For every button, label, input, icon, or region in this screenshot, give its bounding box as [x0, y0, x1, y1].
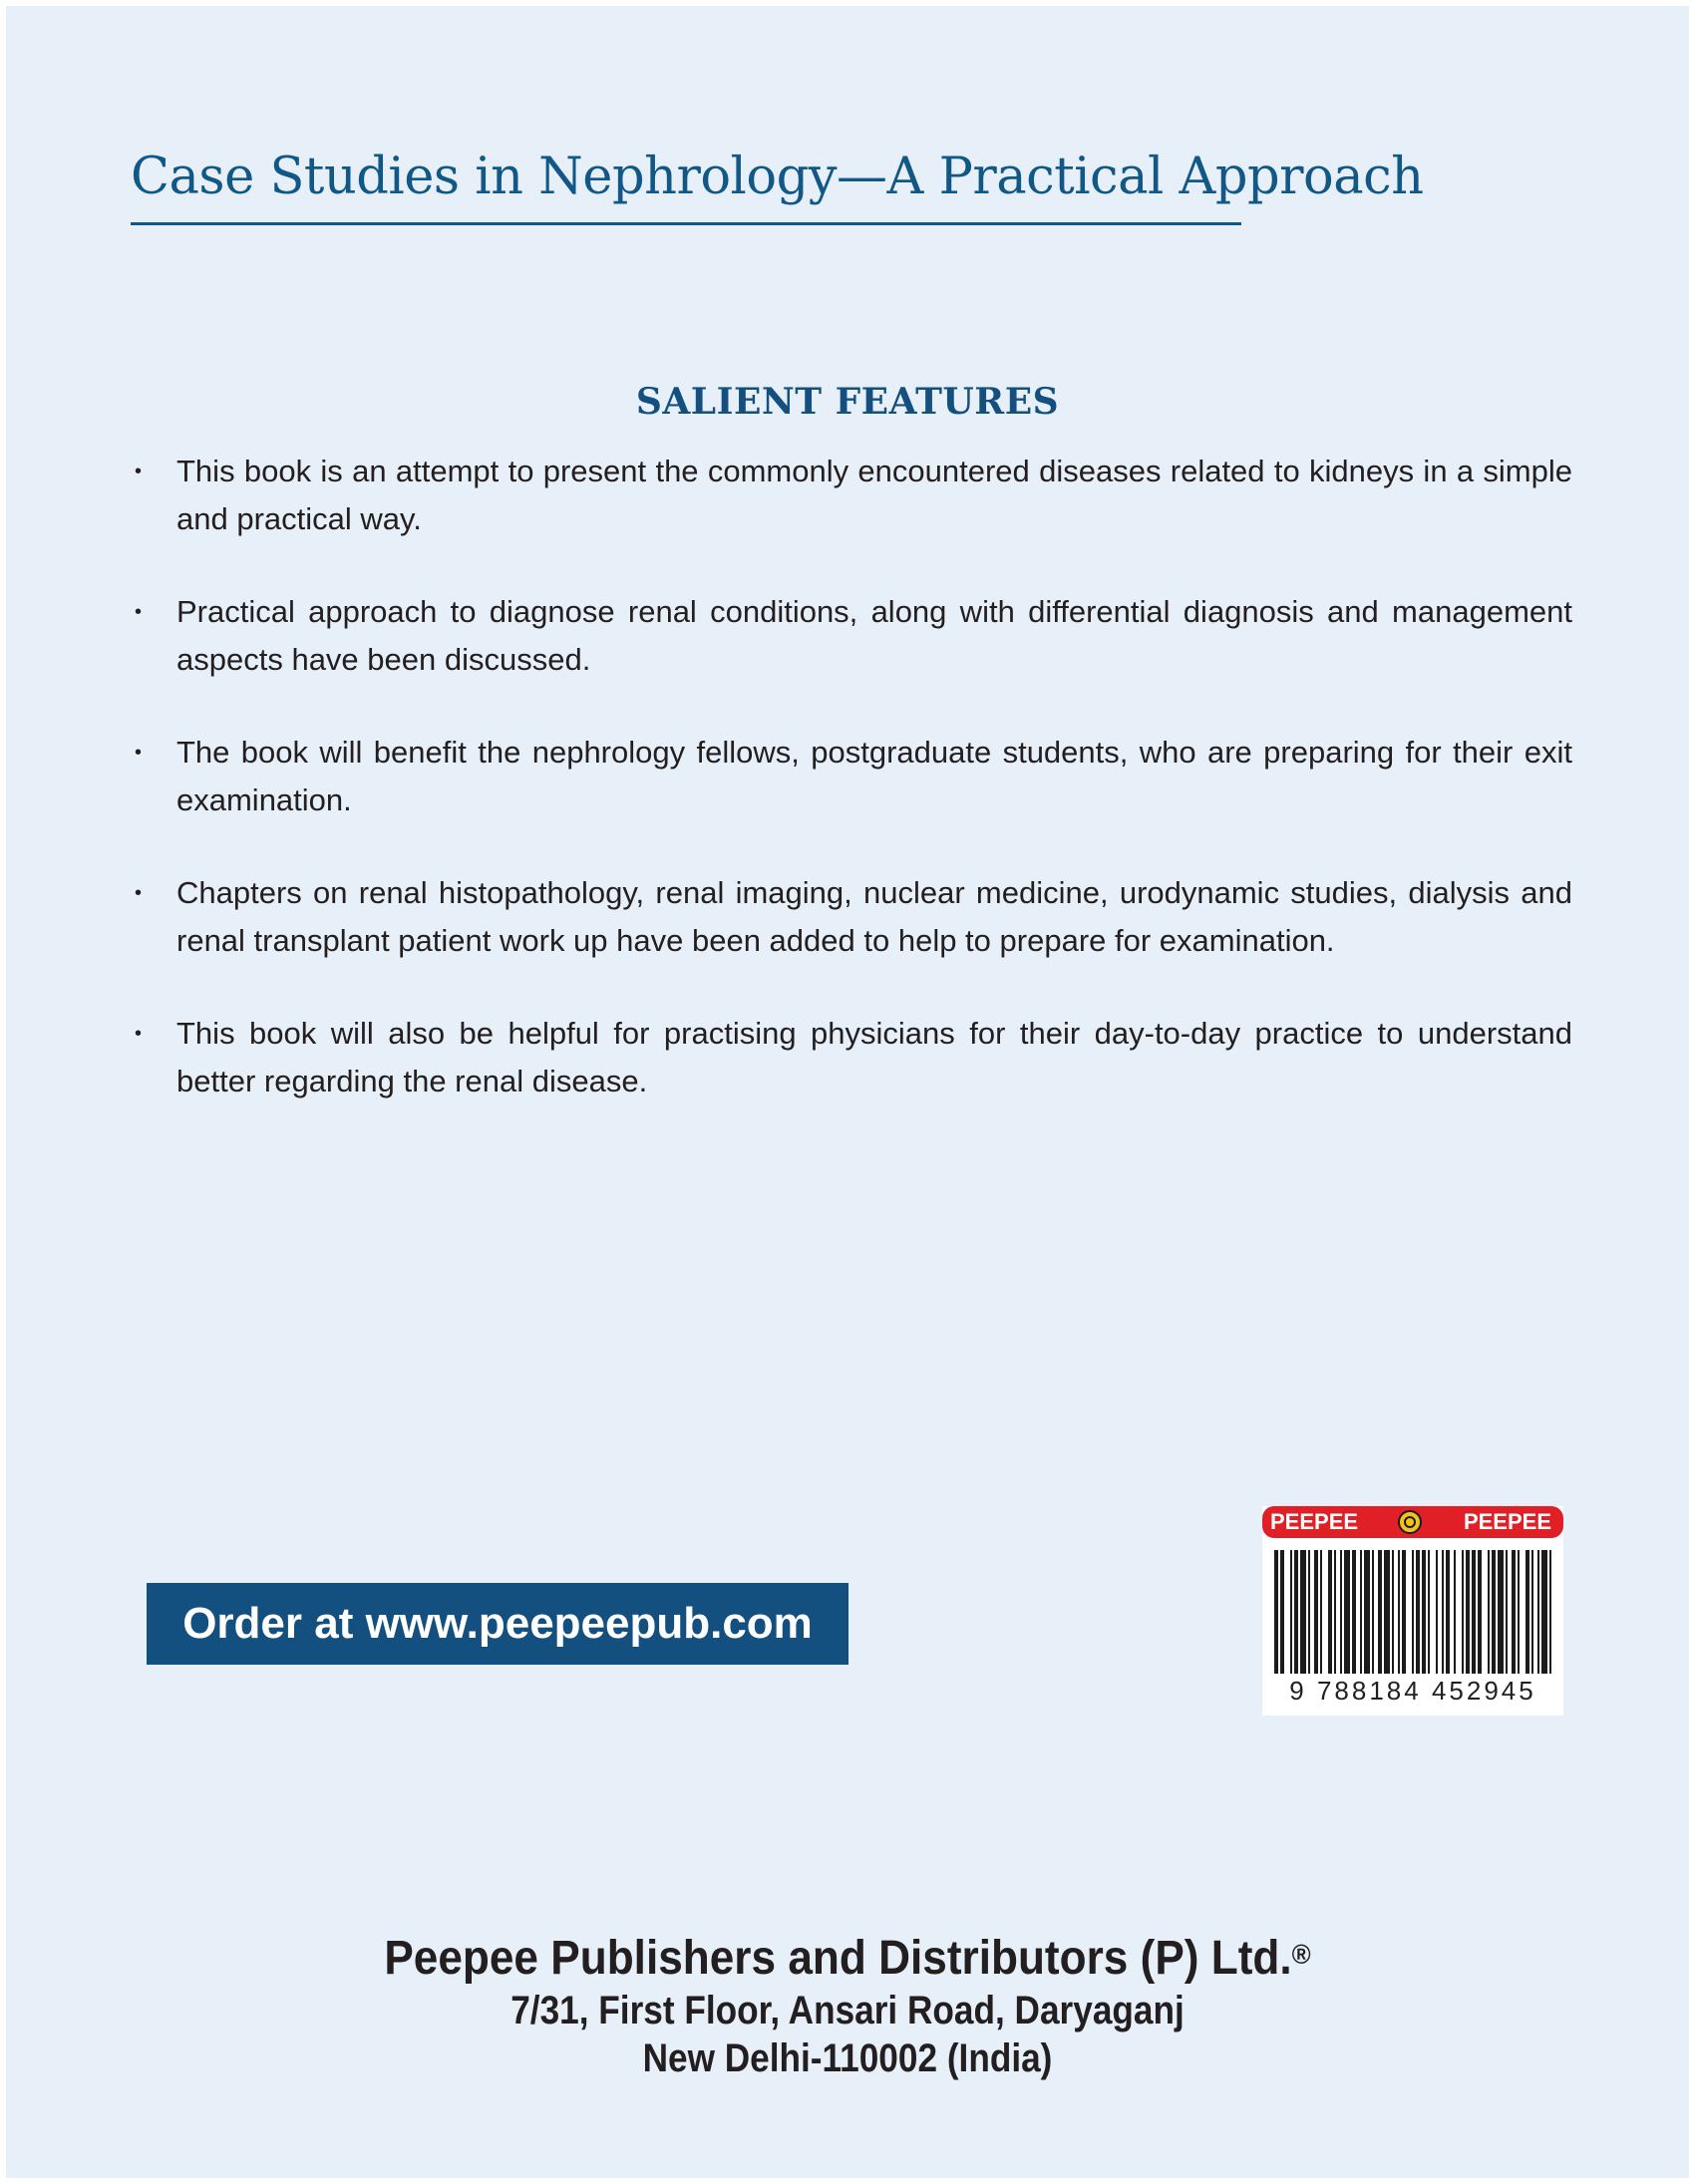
book-title: Case Studies in Nephrology—A Practical Approach: [131, 148, 1424, 206]
feature-item-5: [131, 1010, 1572, 1105]
barcode-publisher-strip: [1262, 1506, 1563, 1538]
feature-text: This book is an attempt to present the commonly encountered diseases related to kidneys in a simple and practical way.: [176, 454, 1572, 536]
bullet-icon: •: [135, 461, 143, 482]
isbn-barcode: [1262, 1506, 1563, 1716]
barcode-bars: [1274, 1550, 1551, 1674]
barcode-brand-right: PEEPEE: [1463, 1509, 1551, 1534]
bullet-icon: •: [135, 601, 143, 623]
publisher-address-line2: New Delhi-110002 (India): [642, 2036, 1053, 2080]
feature-text: Chapters on renal histopathology, renal imaging, nuclear medicine, urodynamic studies, dialysis and renal transplant patient work up have been added to help to prepare for examination.: [176, 875, 1572, 958]
feature-item-3: [131, 729, 1572, 824]
salient-features-heading: SALIENT FEATURES: [635, 381, 1060, 423]
publisher-address-line1: 7/31, First Floor, Ansari Road, Daryaganj: [510, 1989, 1185, 2032]
feature-text: Practical approach to diagnose renal conditions, along with differential diagnosis and management aspects have been discussed.: [176, 594, 1572, 677]
publisher-block: [0, 1931, 1695, 2082]
feature-item-1: [131, 448, 1572, 543]
barcode-brand-left: PEEPEE: [1270, 1509, 1359, 1534]
feature-text: This book will also be helpful for practising physicians for their day-to-day practice to understand better regarding the renal disease.: [176, 1016, 1572, 1098]
bullet-icon: •: [135, 742, 143, 764]
title-underline: [131, 222, 1241, 225]
isbn-number: 9 788184 452945: [1289, 1676, 1536, 1706]
registered-mark-icon: ®: [1291, 1939, 1311, 1970]
order-website-banner: Order at www.peepeepub.com: [147, 1583, 848, 1665]
salient-features-list: [131, 448, 1572, 1150]
feature-item-2: [131, 588, 1572, 684]
bullet-icon: •: [135, 882, 143, 904]
feature-text: The book will benefit the nephrology fellows, postgraduate students, who are preparing for their exit examination.: [176, 735, 1572, 817]
feature-item-4: [131, 869, 1572, 965]
publisher-logo-icon: [1398, 1510, 1422, 1534]
publisher-name-line: [68, 1931, 1627, 1987]
bullet-icon: •: [135, 1023, 143, 1045]
publisher-name: Peepee Publishers and Distributors (P) Ltd.: [384, 1932, 1292, 1985]
